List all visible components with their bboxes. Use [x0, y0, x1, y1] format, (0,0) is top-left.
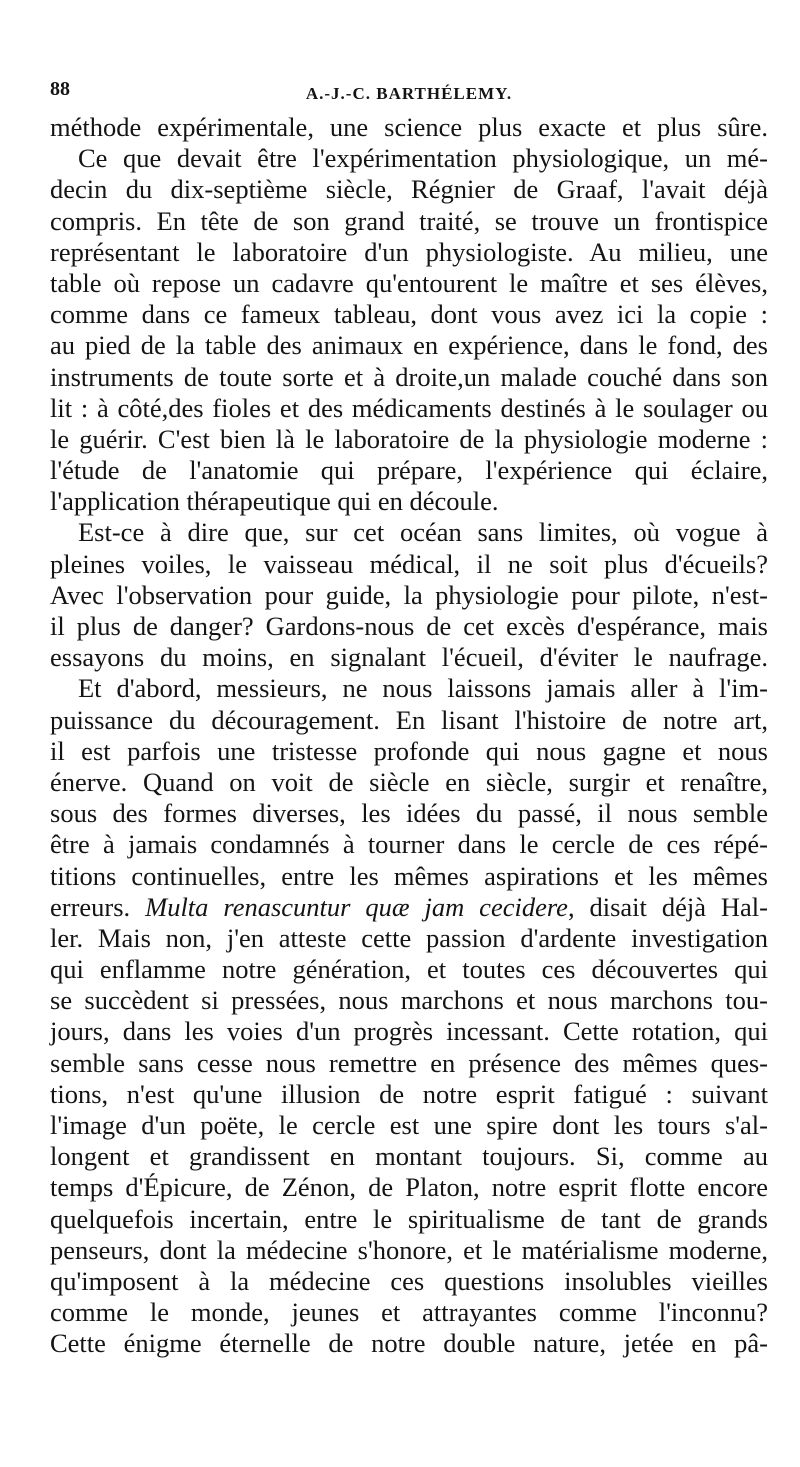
text-line: essayons du moins, en signalant l'écueil, d'éviter le naufrage. [50, 642, 768, 673]
running-title: A.-J.-C. BARTHÉLEMY. [305, 84, 513, 103]
text-line: Cette énigme éternelle de notre double nature, jetée en pâ- [50, 1328, 768, 1359]
text-line: tions, n'est qu'une illusion de notre esprit fatigué : suivant [50, 1078, 768, 1109]
text-line: l'application thérapeutique qui en découle. [50, 486, 499, 517]
text-line: penseurs, dont la médecine s'honore, et le matérialisme moderne, [50, 1234, 768, 1265]
body-text [50, 112, 768, 1360]
text-line: énerve. Quand on voit de siècle en siècle, surgir et renaître, [50, 766, 768, 797]
text-line: Est-ce à dire que, sur cet océan sans limites, où vogue à [78, 517, 768, 548]
text-line: comme dans ce fameux tableau, dont vous avez ici la copie : [50, 299, 768, 330]
quote-tail: , disait déjà Hal- [567, 891, 768, 922]
text-line: qui enflamme notre génération, et toutes ces découvertes qui [50, 954, 768, 985]
text-line: qu'imposent à la médecine ces questions insolubles vieilles [50, 1265, 768, 1296]
text-line: longent et grandissent en montant toujours. Si, comme au [50, 1141, 768, 1172]
text-line: se succèdent si pressées, nous marchons et nous marchons tou- [50, 985, 768, 1016]
text-line: titions continuelles, entre les mêmes aspirations et les mêmes [50, 860, 768, 891]
text-line: ler. Mais non, j'en atteste cette passion d'ardente investigation [50, 922, 768, 953]
text-line: être à jamais condamnés à tourner dans le cercle de ces répé- [50, 829, 768, 860]
text-line: il plus de danger? Gardons-nous de cet excès d'espérance, mais [50, 611, 768, 641]
text-line: instruments de toute sorte et à droite,un malade couché dans son [50, 361, 768, 392]
text-line: Et d'abord, messieurs, ne nous laissons jamais aller à l'im- [78, 673, 768, 704]
text-line: temps d'Épicure, de Zénon, de Platon, notre esprit flotte encore [50, 1172, 768, 1203]
text-line: quelquefois incertain, entre le spiritualisme de tant de grands [50, 1203, 768, 1234]
text-line: Avec l'observation pour guide, la physiologie pour pilote, n'est- [50, 579, 768, 610]
text-line-with-quote [50, 892, 768, 923]
text-line: représentant le laboratoire d'un physiologiste. Au milieu, une [50, 236, 768, 267]
page-number: 88 [50, 78, 70, 100]
text-line: table où repose un cadavre qu'entourent le maître et ses élèves, [50, 267, 768, 298]
text-line: semble sans cesse nous remettre en présence des mêmes ques- [50, 1047, 768, 1078]
text-line: Ce que devait être l'expérimentation physiologique, un mé- [78, 143, 768, 174]
text-line: l'étude de l'anatomie qui prépare, l'expérience qui éclaire, [50, 455, 768, 486]
text-line: le guérir. C'est bien là le laboratoire de la physiologie moderne : [50, 423, 768, 454]
text-line: decin du dix-septième siècle, Régnier de Graaf, l'avait déjà [50, 174, 768, 205]
text-line: jours, dans les voies d'un progrès incessant. Cette rotation, qui [50, 1016, 768, 1047]
text-line: au pied de la table des animaux en expérience, dans le fond, des [50, 330, 768, 361]
latin-quotation: Multa renascuntur quæ jam cecidere [145, 891, 568, 922]
text-line: comme le monde, jeunes et attrayantes comme l'inconnu? [50, 1297, 768, 1328]
text-line: méthode expérimentale, une science plus exacte et plus sûre. [50, 112, 768, 142]
quote-lead: erreurs. [50, 891, 146, 922]
text-line: l'image d'un poëte, le cercle est une spire dont les tours s'al- [50, 1110, 768, 1140]
text-line: lit : à côté,des fioles et des médicaments destinés à le soulager ou [50, 392, 768, 423]
running-head [50, 78, 768, 108]
text-line: pleines voiles, le vaisseau médical, il ne soit plus d'écueils? [50, 548, 768, 579]
text-line: puissance du découragement. En lisant l'histoire de notre art, [50, 704, 768, 735]
text-line: compris. En tête de son grand traité, se trouve un frontispice [50, 205, 768, 236]
text-line: sous des formes diverses, les idées du passé, il nous semble [50, 798, 768, 829]
text-line: il est parfois une tristesse profonde qui nous gagne et nous [50, 735, 768, 766]
